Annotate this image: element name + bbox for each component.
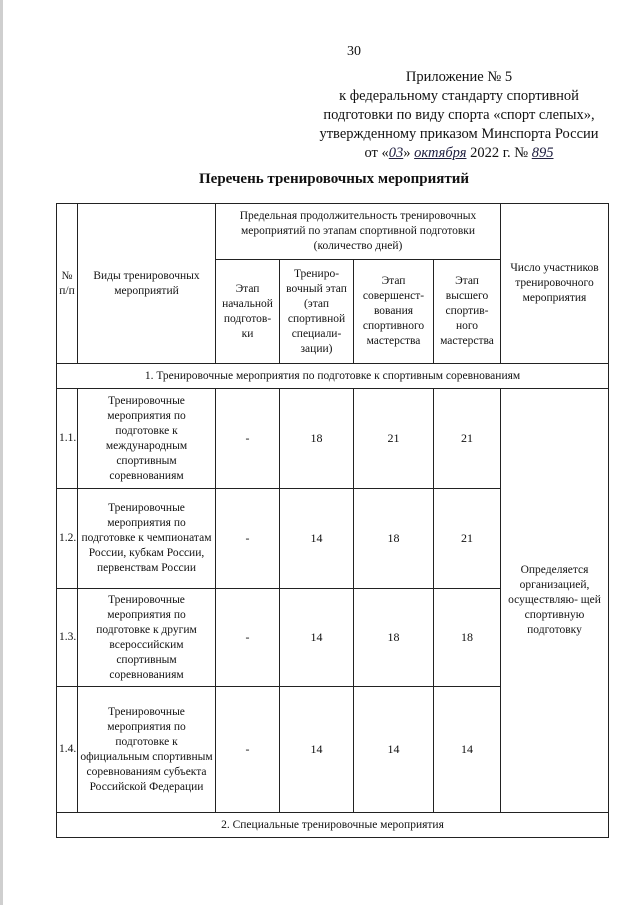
row-stage-1: - [216,489,280,589]
row-stage-4: 21 [434,489,501,589]
row-stage-2: 18 [280,389,354,489]
row-stage-2: 14 [280,589,354,687]
header-num: № п/п [57,204,78,364]
appendix-line-1: Приложение № 5 [405,69,513,85]
date-mid: » [403,145,411,161]
participants-value: Определяется организацией, осуществляю- щей спортивную подготовку [501,389,609,813]
row-stage-3: 14 [354,687,434,813]
row-name: Тренировочные мероприятия по подготовке к другим всероссийским спортивным соревнованиям [78,589,216,687]
row-stage-1: - [216,589,280,687]
appendix-line-4: утвержденному приказом Минспорта России [319,126,599,142]
row-stage-3: 18 [354,489,434,589]
date-day: 03 [388,145,404,161]
row-num: 1.4. [57,687,78,813]
row-num: 1.1. [57,389,78,489]
date-year: 2022 г. № [470,145,529,161]
row-name: Тренировочные мероприятия по подготовке к международным спортивным соревнованиям [78,389,216,489]
appendix-line-3: подготовки по виду спорта «спорт слепых», [323,107,595,123]
date-month: октября [414,145,467,161]
header-participants: Число участников тренировочного мероприятия [501,204,609,364]
header-stage-1: Этап начальной подготов- ки [216,260,280,364]
row-num: 1.3. [57,589,78,687]
page-number: 30 [347,44,361,59]
row-name: Тренировочные мероприятия по подготовке к чемпионатам России, кубкам России, первенствам России [78,489,216,589]
table-row [57,389,609,489]
section-1-heading: 1. Тренировочные мероприятия по подготовке к спортивным соревнованиям [57,364,609,389]
appendix-date-line [300,144,618,163]
row-name: Тренировочные мероприятия по подготовке к официальным спортивным соревнованиям субъекта Российской Федерации [78,687,216,813]
row-stage-1: - [216,687,280,813]
date-prefix: от « [364,145,389,161]
row-stage-2: 14 [280,489,354,589]
header-duration-group: Предельная продолжительность тренировочных мероприятий по этапам спортивной подготовки (количество дней) [216,204,501,260]
row-num: 1.2. [57,489,78,589]
row-stage-4: 21 [434,389,501,489]
header-stage-4: Этап высшего спортив- ного мастерства [434,260,501,364]
appendix-block [300,68,618,163]
scan-edge [0,0,3,905]
row-stage-4: 18 [434,589,501,687]
header-kind: Виды тренировочных мероприятий [78,204,216,364]
training-events-table [56,203,609,838]
order-number: 895 [531,145,554,161]
row-stage-1: - [216,389,280,489]
header-stage-2: Трениро- вочный этап (этап спортивной специали- зации) [280,260,354,364]
row-stage-3: 18 [354,589,434,687]
appendix-line-2: к федеральному стандарту спортивной [339,88,579,104]
row-stage-3: 21 [354,389,434,489]
row-stage-4: 14 [434,687,501,813]
row-stage-2: 14 [280,687,354,813]
document-title: Перечень тренировочных мероприятий [199,171,469,187]
header-stage-3: Этап совершенст- вования спортивного мастерства [354,260,434,364]
section-2-heading: 2. Специальные тренировочные мероприятия [57,813,609,838]
